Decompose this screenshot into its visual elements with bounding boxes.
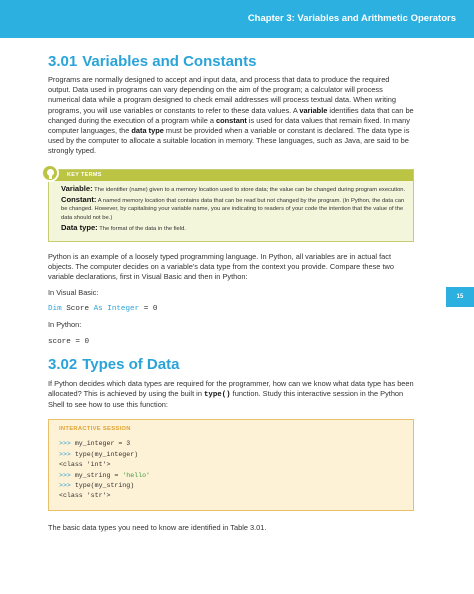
session-line (59, 482, 134, 489)
key-terms-body (49, 181, 413, 241)
prompt: >>> (59, 471, 75, 479)
keyhole-icon (41, 164, 59, 182)
text-run: identifies data that can be changed during the execution of a program while a (48, 105, 414, 125)
chapter-header-bar (0, 0, 474, 38)
code-text: type(my_string) (74, 481, 135, 489)
vb-label: In Visual Basic: (48, 288, 99, 298)
session-line (59, 440, 130, 447)
interactive-session-box (48, 419, 414, 510)
text-run: Programs are normally designed to accept and input data, and process that data to produce the required output. Data used in programs can vary depending on the aim of the program; a calculator will process numerical data while a program designed to check email addresses will process textual data. When writing programs, you will use variables or constants to refer to these data values. A (48, 75, 396, 115)
code-string: 'hello' (122, 471, 151, 479)
inline-code: type() (203, 390, 231, 399)
key-term-definition: The format of the data in the field. (97, 226, 186, 233)
section-number: 3.02 (48, 355, 78, 373)
key-term-definition: A named memory location that contains data that can be read but not changed by the program. (In Python, the data can be changed. However, by capitalising your variable name, you are indicating to readers of your code the intention that the value of the data should not be.) (61, 198, 405, 221)
key-term-entry (61, 224, 407, 233)
text-run: If Python decides which data types are required for the programmer, how can we know what data type has been allocated? This is achieved by using the built in (48, 378, 414, 398)
chapter-title: Chapter 3: Variables and Arithmetic Operators (247, 13, 456, 24)
keyword-variable: variable (299, 105, 328, 115)
prompt: >>> (59, 440, 75, 448)
intro-paragraph (48, 75, 414, 157)
py-label: In Python: (48, 320, 82, 330)
key-term: Data type: (61, 223, 98, 233)
key-terms-header: KEY TERMS (49, 170, 413, 181)
session-code (59, 439, 403, 501)
section-heading-variables (48, 52, 414, 72)
code-text: = 0 (139, 305, 158, 314)
python-paragraph: Python is an example of a loosely typed programming language. In Python, all variables are in actual fact objects. The computer decides on a variable's data type from the context you provide. Compare these two variable declarations, first in Visual Basic and then in Python: (48, 251, 394, 282)
prompt: >>> (59, 481, 75, 489)
session-line (59, 492, 110, 499)
code-text: my_string = (74, 471, 123, 479)
text-run: is used for data values that remain fixed. In many computer languages, the (48, 115, 410, 136)
key-term: Constant: (61, 195, 97, 205)
session-line (59, 461, 110, 468)
code-text: <class 'int'> (59, 461, 111, 469)
types-paragraph (48, 379, 414, 411)
section-number: 3.01 (48, 53, 78, 70)
key-terms-box (48, 169, 414, 242)
section-heading-types (48, 355, 414, 375)
text-run: function. Study this interactive session in the Python Shell to see how to use this function: (48, 388, 404, 410)
code-text: my_integer = 3 (74, 440, 131, 448)
code-type: Integer (102, 305, 140, 314)
key-term: Variable: (61, 183, 93, 193)
keyword-data-type: data type (131, 126, 164, 136)
session-line (59, 451, 138, 458)
code-keyword: Dim (48, 305, 62, 314)
session-line (59, 472, 150, 479)
code-text: <class 'str'> (59, 492, 111, 500)
keyword-constant: constant (216, 115, 247, 125)
vb-code-line (48, 304, 414, 314)
key-term-entry (61, 196, 407, 222)
closing-paragraph: The basic data types you need to know are identified in Table 3.01. (48, 522, 267, 532)
key-term-definition: The identifier (name) given to a memory location used to store data; the value can be changed during program execution. (92, 186, 406, 193)
page-content (48, 52, 414, 533)
key-term-entry (61, 185, 407, 194)
section-title: Variables and Constants (82, 53, 257, 70)
section-title: Types of Data (82, 355, 180, 373)
page-number: 15 (456, 294, 464, 300)
code-keyword: As (93, 305, 103, 314)
prompt: >>> (59, 450, 75, 458)
text-run: must be provided when a variable or constant is declared. The data type is used by the computer to allocate a suitable location in memory. These languages, such as Java, are said to be strongly typed. (48, 126, 410, 156)
code-text: type(my_integer) (74, 450, 139, 458)
session-title: INTERACTIVE SESSION (59, 426, 131, 433)
py-code-line: score = 0 (48, 337, 90, 346)
page-number-tab (446, 287, 474, 307)
code-text: Score (61, 305, 94, 314)
